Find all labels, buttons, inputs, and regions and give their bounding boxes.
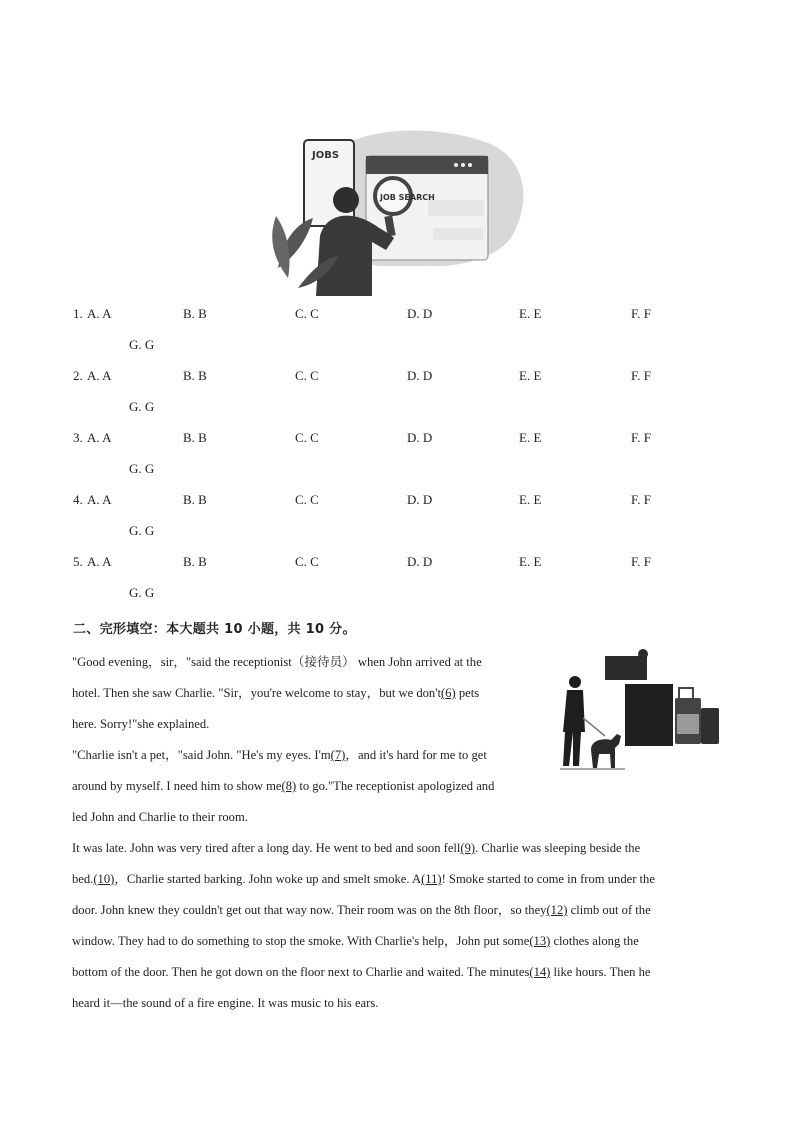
option-f[interactable]: F. F [631,430,651,445]
job-search-image [268,128,530,296]
option-b[interactable]: B. B [183,306,207,321]
option-b[interactable]: B. B [183,368,207,383]
option-e[interactable]: E. E [519,430,542,445]
option-a[interactable]: A. A [87,430,112,445]
question-number: 4. [73,492,83,507]
passage-line: bed.(10)，Charlie started barking. John woke up and smelt smoke. A(11)! Smoke started to come in from under the [72,872,655,886]
option-c[interactable]: C. C [295,430,319,445]
passage-line: around by myself. I need him to show me(8) to go."The receptionist apologized and [72,779,495,793]
hotel-guide-dog-image [555,648,725,778]
option-f[interactable]: F. F [631,554,651,569]
option-c[interactable]: C. C [295,554,319,569]
passage-line: bottom of the door. Then he got down on the floor next to Charlie and waited. The minutes(14) like hours. Then he [72,965,651,979]
blank-10[interactable]: (10) [93,872,115,886]
option-c[interactable]: C. C [295,306,319,321]
option-c[interactable]: C. C [295,492,319,507]
svg-text:JOBS: JOBS [312,150,340,161]
option-e[interactable]: E. E [519,368,542,383]
question-number: 3. [73,430,83,445]
option-a[interactable]: A. A [87,492,112,507]
passage-line: door. John knew they couldn't get out that way now. Their room was on the 8th floor，so they(12) climb out of the [72,903,651,917]
blank-13[interactable]: (13) [529,934,551,948]
option-a[interactable]: A. A [87,368,112,383]
option-g[interactable]: G. G [129,585,155,600]
question-row [73,368,733,430]
option-a[interactable]: A. A [87,554,112,569]
blank-9[interactable]: (9) [460,841,476,855]
question-row [73,430,733,492]
options-list [73,306,733,616]
blank-12[interactable]: (12) [546,903,568,917]
option-a[interactable]: A. A [87,306,112,321]
blank-7[interactable]: (7) [330,748,346,762]
passage-line: here. Sorry!"she explained. [72,717,210,731]
option-e[interactable]: E. E [519,554,542,569]
option-g[interactable]: G. G [129,461,155,476]
section-heading: 二、完形填空：本大题共 10 小题，共 10 分。 [73,622,356,637]
option-d[interactable]: D. D [407,492,433,507]
option-g[interactable]: G. G [129,523,155,538]
hotel-guide-dog-illustration [555,648,725,778]
option-f[interactable]: F. F [631,306,651,321]
question-row [73,306,733,368]
option-d[interactable]: D. D [407,368,433,383]
option-g[interactable]: G. G [129,399,155,414]
blank-8[interactable]: (8) [281,779,297,793]
blank-14[interactable]: (14) [529,965,551,979]
blank-11[interactable]: (11) [421,872,442,886]
blank-6[interactable]: (6) [441,686,456,700]
option-b[interactable]: B. B [183,430,207,445]
option-g[interactable]: G. G [129,337,155,352]
passage-line: led John and Charlie to their room. [72,810,248,824]
question-number: 2. [73,368,83,383]
option-c[interactable]: C. C [295,368,319,383]
passage-line: hotel. Then she saw Charlie. "Sir，you're welcome to stay，but we don't(6) pets [72,686,480,700]
passage-line: "Good evening，sir，"said the receptionist（接待员） when John arrived at the [72,655,482,669]
question-row [73,554,733,616]
option-f[interactable]: F. F [631,368,651,383]
svg-text:JOB SEARCH: JOB SEARCH [380,193,435,202]
option-e[interactable]: E. E [519,492,542,507]
question-row [73,492,733,554]
passage-line: heard it—the sound of a fire engine. It was music to his ears. [72,996,379,1010]
option-b[interactable]: B. B [183,554,207,569]
passage-line: window. They had to do something to stop the smoke. With Charlie's help，John put some(13) clothes along the [72,934,639,948]
passage-line: It was late. John was very tired after a long day. He went to bed and soon fell(9). Charlie was sleeping beside the [72,841,641,855]
question-number: 5. [73,554,83,569]
option-d[interactable]: D. D [407,554,433,569]
option-e[interactable]: E. E [519,306,542,321]
question-number: 1. [73,306,83,321]
option-d[interactable]: D. D [407,306,433,321]
option-d[interactable]: D. D [407,430,433,445]
passage-line: "Charlie isn't a pet，"said John. "He's my eyes. I'm(7)，and it's hard for me to get [72,748,487,762]
option-f[interactable]: F. F [631,492,651,507]
option-b[interactable]: B. B [183,492,207,507]
job-search-illustration [268,128,530,296]
